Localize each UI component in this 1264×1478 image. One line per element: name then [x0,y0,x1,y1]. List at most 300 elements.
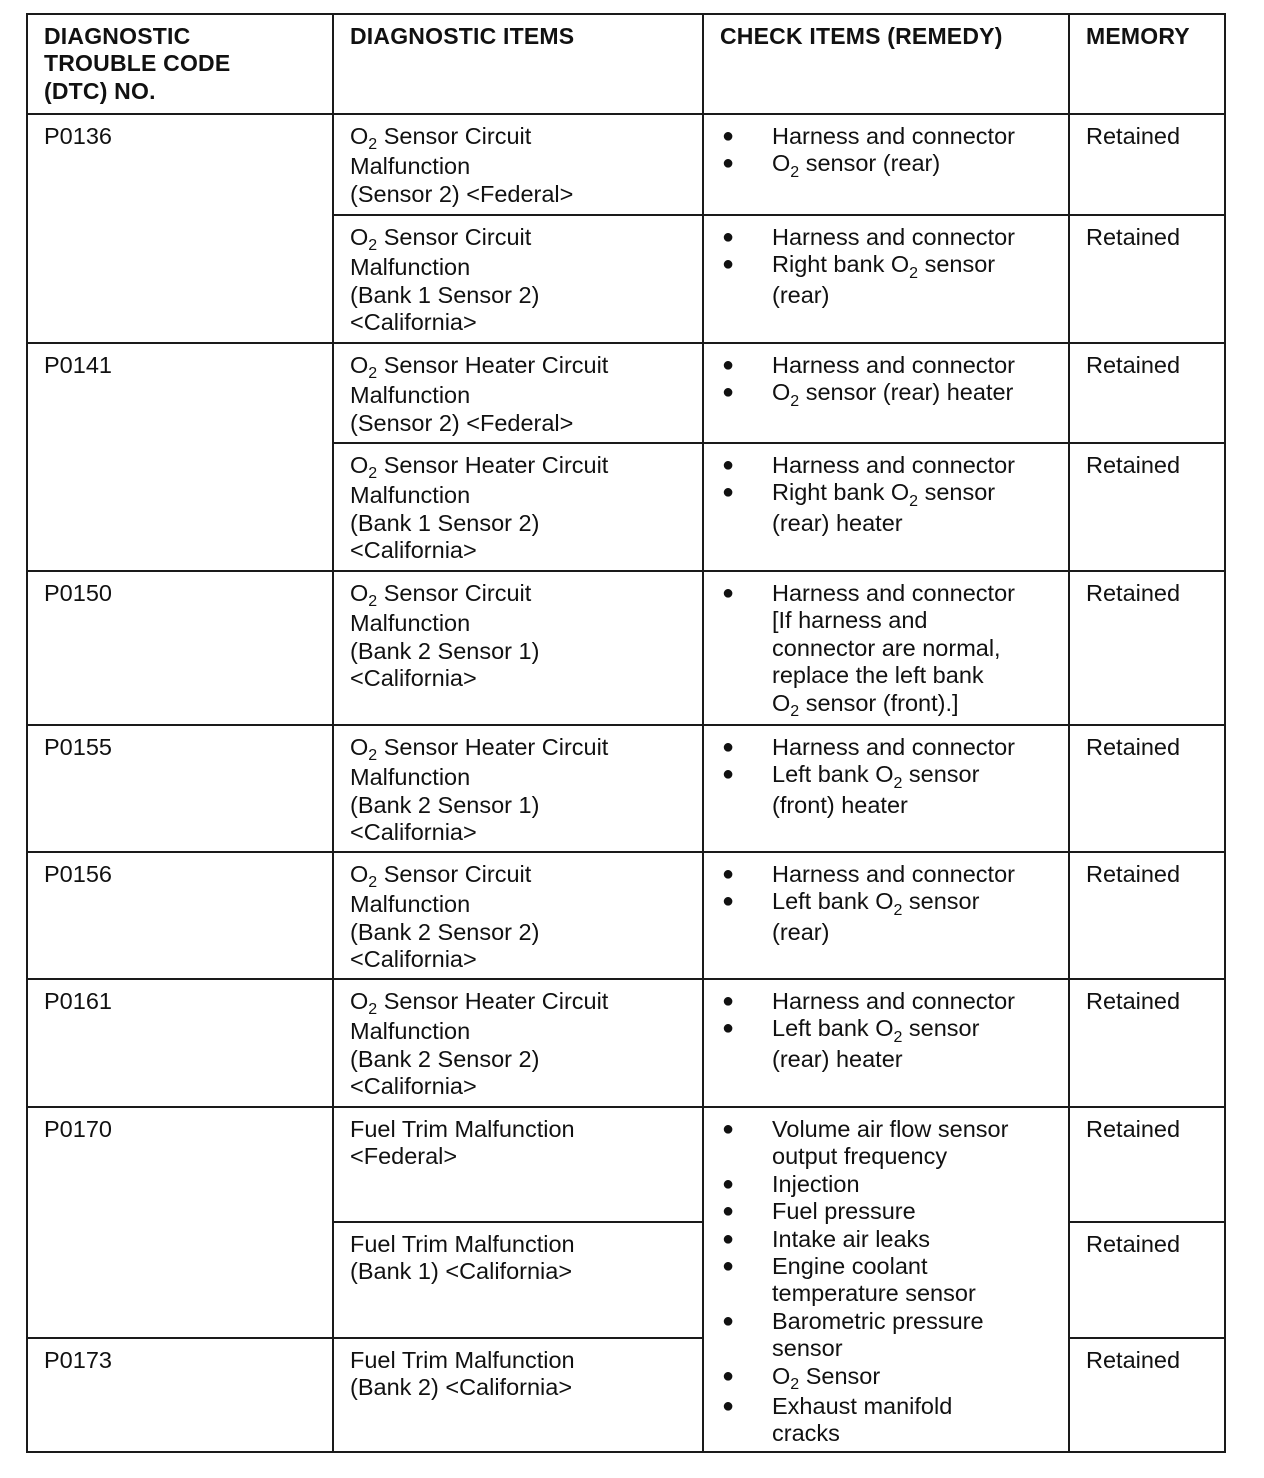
text-segment: Barometric pressure [772,1307,984,1334]
bullet-icon: ● [722,152,735,175]
text-line [350,638,690,665]
text-line [350,224,690,254]
bullet-icon: ● [722,454,735,476]
text-segment: O [350,123,369,149]
text-line [350,861,690,891]
dtc-code-cell: P0161 [27,979,333,1107]
check-item [720,580,1056,720]
text-segment: (front) heater [772,791,908,818]
text-segment: Left bank O [772,761,894,788]
check-item [720,1308,1056,1363]
text-segment: Harness and connector [772,580,1015,606]
check-item [720,379,1056,409]
check-item [720,1198,1056,1225]
check-item [720,988,1056,1015]
table-row [27,343,1225,443]
check-items-cell [703,1107,1069,1452]
check-item-text [772,1393,1056,1448]
text-segment: O [350,861,369,887]
text-segment: Engine coolant [772,1253,928,1280]
text-segment: (rear) heater [772,1045,903,1072]
text-segment: sensor [918,479,996,506]
check-item-text [772,1253,1056,1308]
memory-cell: Retained [1069,1338,1225,1452]
text-line [772,1226,1056,1253]
memory-cell: Retained [1069,979,1225,1107]
text-line [772,1280,1056,1307]
text-line [350,1347,690,1374]
text-line [772,662,1056,689]
text-segment: Malfunction [350,254,471,281]
dtc-code-cell: P0155 [27,725,333,852]
bullet-icon: ● [722,354,735,376]
check-items-cell [703,725,1069,852]
check-item-text [772,1171,1056,1198]
text-segment: (Bank 1 Sensor 2) [350,281,540,308]
check-item-text [772,224,1056,251]
dtc-code-cell: P0170 [27,1107,333,1338]
text-segment: (Bank 1 Sensor 2) [350,509,540,536]
text-line [772,1046,1056,1073]
text-segment: replace the left bank [772,662,984,689]
text-line [350,1018,690,1045]
text-segment: (Bank 2 Sensor 2) [350,1045,540,1072]
check-item [720,888,1056,946]
subscript: 2 [790,1375,800,1393]
check-item [720,1015,1056,1073]
bullet-icon: ● [722,736,735,758]
text-segment: (rear) [772,918,830,945]
subscript: 2 [368,237,378,255]
text-line [350,665,690,692]
text-segment: Exhaust manifold [772,1393,953,1420]
header-row [27,14,1225,114]
memory-cell: Retained [1069,852,1225,979]
memory-cell: Retained [1069,343,1225,443]
text-line [772,510,1056,537]
text-line [772,1363,1056,1393]
check-item-text [772,452,1056,479]
bullet-icon: ● [722,1172,735,1195]
dtc-code-cell: P0173 [27,1338,333,1452]
text-segment: Harness and connector [772,734,1015,760]
text-segment: Malfunction [350,764,471,791]
text-line [350,891,690,918]
text-segment: <California> [350,309,477,336]
text-line [350,309,690,336]
text-line [772,792,1056,819]
text-segment: (Bank 1) <California> [350,1258,573,1285]
text-line [772,607,1056,634]
check-item [720,123,1056,150]
header-code-line: DIAGNOSTIC [44,23,191,49]
text-line [350,1073,690,1100]
subscript: 2 [368,136,378,154]
check-item [720,1363,1056,1393]
text-line [350,510,690,537]
check-item-text [772,888,1056,946]
diagnostic-item-cell [333,725,703,852]
text-segment: Right bank O [772,479,910,506]
text-segment: Malfunction [350,482,471,509]
text-segment: Malfunction [350,382,471,409]
text-segment: Malfunction [350,610,471,637]
check-item [720,1393,1056,1448]
subscript: 2 [909,264,919,282]
text-segment: O [350,452,369,478]
text-segment: Sensor Heater Circuit [377,452,609,478]
text-line [772,580,1056,607]
memory-cell: Retained [1069,443,1225,571]
check-item [720,1116,1056,1171]
diagnostic-item-cell [333,1338,703,1452]
check-items-cell [703,215,1069,343]
table-row [27,571,1225,725]
bullet-icon: ● [722,863,735,885]
text-line [772,1393,1056,1420]
text-segment: Left bank O [772,888,894,915]
bullet-icon: ● [722,381,735,404]
text-line [350,410,690,437]
check-item-text [772,1308,1056,1363]
text-line [350,764,690,791]
text-line [350,382,690,409]
text-line [772,150,1056,180]
table-row [27,114,1225,215]
subscript: 2 [893,1028,903,1046]
text-segment: [If harness and [772,607,928,634]
text-line [772,635,1056,662]
text-segment: sensor [772,1335,843,1362]
text-line [772,1116,1056,1143]
subscript: 2 [790,702,800,720]
text-segment: Malfunction [350,1018,471,1045]
text-line [772,761,1056,791]
text-segment: sensor [902,888,980,915]
text-segment: <California> [350,665,477,692]
text-segment: (Bank 2) <California> [350,1374,573,1401]
text-line [772,988,1056,1015]
text-line [772,1171,1056,1198]
header-check-items: CHECK ITEMS (REMEDY) [703,14,1069,114]
check-item [720,352,1056,379]
check-items-cell [703,979,1069,1107]
text-segment: (rear) heater [772,509,903,536]
dtc-code-cell: P0136 [27,114,333,343]
bullet-icon: ● [722,125,735,147]
diagnostic-item-cell [333,343,703,443]
table-row [27,979,1225,1107]
bullet-icon: ● [722,990,735,1012]
header-code-line: (DTC) NO. [44,77,156,104]
bullet-icon: ● [722,1227,735,1250]
check-item-text [772,251,1056,309]
text-segment: <California> [350,819,477,846]
text-line [772,1015,1056,1045]
text-segment: Malfunction [350,891,471,918]
subscript: 2 [368,593,378,611]
dtc-code-cell: P0141 [27,343,333,571]
text-line [350,254,690,281]
text-segment: O [350,734,369,760]
text-segment: (Sensor 2) <Federal> [350,180,574,207]
check-items-cell [703,114,1069,215]
check-item-text [772,1116,1056,1171]
text-segment: O [350,988,369,1014]
check-item [720,479,1056,537]
text-segment: Sensor Circuit [377,861,532,887]
bullet-icon: ● [722,582,735,604]
text-line [350,919,690,946]
text-line [350,482,690,509]
text-line [350,1143,690,1170]
text-line [350,282,690,309]
text-segment: Sensor Heater Circuit [377,352,609,378]
text-line [350,181,690,208]
bullet-icon: ● [722,1255,735,1278]
text-segment: sensor [902,1015,980,1042]
check-items-cell [703,443,1069,571]
text-line [350,123,690,153]
subscript: 2 [893,901,903,919]
text-line [772,123,1056,150]
text-line [350,819,690,846]
dtc-table [26,13,1226,1453]
subscript: 2 [368,747,378,765]
text-segment: <California> [350,537,477,564]
memory-cell: Retained [1069,1107,1225,1222]
header-code [27,14,333,114]
subscript: 2 [368,465,378,483]
diagnostic-item-cell [333,1107,703,1222]
text-segment: (Bank 2 Sensor 1) [350,637,540,664]
text-line [350,610,690,637]
check-item-text [772,379,1056,409]
bullet-icon: ● [722,1017,735,1040]
table-row [27,1107,1225,1222]
bullet-icon: ● [722,1118,735,1140]
text-segment: (Sensor 2) <Federal> [350,409,574,436]
check-item [720,251,1056,309]
text-segment: O [350,352,369,378]
text-line [772,919,1056,946]
bullet-icon: ● [722,1200,735,1223]
text-line [772,352,1056,379]
text-segment: Intake air leaks [772,1225,931,1252]
text-segment: Sensor Heater Circuit [377,988,609,1014]
dtc-code-cell: P0150 [27,571,333,725]
text-segment: Fuel Trim Malfunction [350,1347,575,1373]
text-line [350,537,690,564]
text-line [772,1143,1056,1170]
text-segment: Fuel pressure [772,1198,916,1225]
text-segment: (Bank 2 Sensor 1) [350,791,540,818]
memory-cell: Retained [1069,114,1225,215]
text-segment: O [772,689,791,716]
check-item [720,1253,1056,1308]
check-items-cell [703,571,1069,725]
text-line [350,734,690,764]
diagnostic-item-cell [333,443,703,571]
text-line [772,1253,1056,1280]
check-item-text [772,761,1056,819]
text-segment: (rear) [772,281,830,308]
text-segment: O [772,1362,791,1389]
bullet-icon: ● [722,1395,735,1418]
text-segment: Harness and connector [772,861,1015,887]
check-items-cell [703,343,1069,443]
text-segment: sensor (rear) [799,150,941,177]
check-item [720,761,1056,819]
diagnostic-item-cell [333,571,703,725]
text-segment: output frequency [772,1143,948,1170]
text-line [772,479,1056,509]
text-line [772,1420,1056,1447]
text-segment: Harness and connector [772,352,1015,378]
text-line [772,1198,1056,1225]
text-line [350,988,690,1018]
text-segment: <California> [350,1073,477,1100]
text-line [350,946,690,973]
memory-cell: Retained [1069,725,1225,852]
diagnostic-item-cell [333,1222,703,1338]
text-segment: Sensor Circuit [377,123,532,149]
check-item-text [772,1015,1056,1073]
text-segment: Harness and connector [772,224,1015,250]
dtc-code-cell: P0156 [27,852,333,979]
check-item [720,734,1056,761]
text-line [772,224,1056,251]
text-line [350,792,690,819]
text-segment: Harness and connector [772,988,1015,1014]
text-segment: Sensor Heater Circuit [377,734,609,760]
text-segment: Right bank O [772,251,910,278]
text-line [772,888,1056,918]
text-line [772,1308,1056,1335]
check-item-text [772,1226,1056,1253]
text-segment: O [350,580,369,606]
text-segment: Fuel Trim Malfunction [350,1231,575,1257]
text-line [350,1374,690,1401]
subscript: 2 [368,874,378,892]
check-item [720,1226,1056,1253]
text-segment: sensor (rear) heater [799,379,1014,406]
text-segment: O [772,379,791,406]
memory-cell: Retained [1069,1222,1225,1338]
bullet-icon: ● [722,1364,735,1387]
diagnostic-item-cell [333,852,703,979]
check-item [720,150,1056,180]
bullet-icon: ● [722,253,735,276]
text-segment: Harness and connector [772,123,1015,149]
text-segment: Injection [772,1170,860,1197]
diagnostic-item-cell [333,979,703,1107]
text-line [350,1258,690,1285]
bullet-icon: ● [722,1309,735,1332]
text-line [350,1231,690,1258]
text-line [772,251,1056,281]
text-segment: temperature sensor [772,1280,976,1307]
check-item-text [772,1198,1056,1225]
diagnostic-item-cell [333,114,703,215]
memory-cell: Retained [1069,571,1225,725]
check-item-text [772,479,1056,537]
text-segment: Sensor Circuit [377,224,532,250]
check-item-text [772,734,1056,761]
text-line [772,452,1056,479]
subscript: 2 [909,492,919,510]
text-segment: Volume air flow sensor [772,1116,1009,1142]
text-segment: O [350,224,369,250]
subscript: 2 [368,1001,378,1019]
check-item-text [772,580,1056,720]
text-segment: <California> [350,946,477,973]
text-segment: Harness and connector [772,452,1015,478]
text-segment: Malfunction [350,153,471,180]
text-segment: Left bank O [772,1015,894,1042]
check-item-text [772,988,1056,1015]
check-item [720,861,1056,888]
bullet-icon: ● [722,890,735,913]
subscript: 2 [790,163,800,181]
text-line [772,861,1056,888]
check-item-text [772,352,1056,379]
text-segment: sensor [902,761,980,788]
table-row [27,852,1225,979]
text-segment: connector are normal, [772,634,1001,661]
text-line [772,379,1056,409]
subscript: 2 [368,365,378,383]
bullet-icon: ● [722,481,735,504]
text-line [350,1116,690,1143]
text-line [350,352,690,382]
text-line [350,153,690,180]
text-segment: Sensor [799,1362,881,1389]
text-line [350,1046,690,1073]
text-line [772,734,1056,761]
diagnostic-item-cell [333,215,703,343]
check-item-text [772,861,1056,888]
check-item [720,452,1056,479]
check-item-text [772,150,1056,180]
text-line [772,690,1056,720]
text-line [772,1335,1056,1362]
text-segment: (Bank 2 Sensor 2) [350,918,540,945]
check-item [720,1171,1056,1198]
subscript: 2 [893,774,903,792]
text-line [772,282,1056,309]
header-code-line: TROUBLE CODE [44,50,231,77]
text-segment: O [772,150,791,177]
subscript: 2 [790,392,800,410]
header-memory: MEMORY [1069,14,1225,114]
text-segment: cracks [772,1420,840,1447]
header-diagnostic-items: DIAGNOSTIC ITEMS [333,14,703,114]
check-item-text [772,123,1056,150]
bullet-icon: ● [722,226,735,248]
text-line [350,452,690,482]
text-segment: <Federal> [350,1143,458,1170]
check-item-text [772,1363,1056,1393]
text-line [350,580,690,610]
text-segment: sensor (front).] [799,689,959,716]
text-segment: Sensor Circuit [377,580,532,606]
text-segment: sensor [918,251,996,278]
bullet-icon: ● [722,763,735,786]
memory-cell: Retained [1069,215,1225,343]
check-items-cell [703,852,1069,979]
check-item [720,224,1056,251]
